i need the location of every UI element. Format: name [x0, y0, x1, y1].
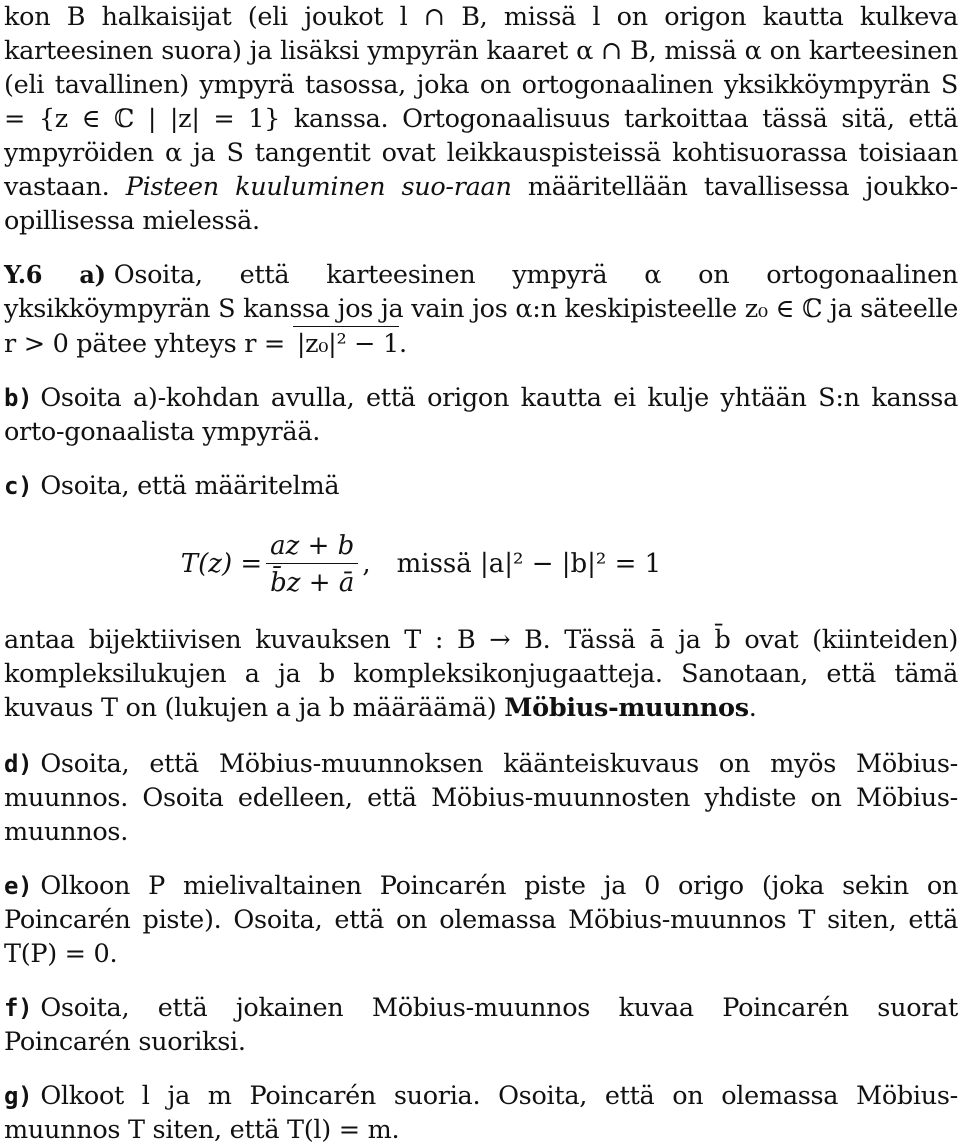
formula-lhs: T(z) = [180, 549, 263, 579]
c-after-line-1: antaa bijektiivisen kuvauksen T : B → B. Tässä ā ja b̄ ovat (kiinteiden) [4, 625, 958, 655]
intro-line-4: kanssa. Ortogonaalisuus tarkoittaa tässä sitä, että ympyröiden α ja S tangentit [4, 104, 958, 168]
exercise-d-text: Osoita, että Möbius-muunnoksen käänteiskuvaus on myös Möbius-muunnos. Osoita edelleen, että Möbius-muunnosten yhdiste on Möbius-muunnos. [4, 749, 958, 847]
exercise-label-b: b) [4, 384, 33, 412]
intro-line-6: määritellään tavallisessa joukko-opillisessa mielessä. [4, 172, 958, 236]
intro-line-3: ympyrä tasossa, joka on ortogonaalinen yksikköympyrän S = {z ∈ ℂ | |z| = 1} [4, 70, 958, 134]
document-page [4, 0, 958, 1147]
exercise-c [4, 469, 958, 503]
formula-fraction [266, 531, 358, 598]
y6-line-3-post: . [398, 329, 407, 359]
formula-denominator: b̄z + ā [270, 567, 355, 598]
sqrt-radicand: |z₀|² − 1 [293, 326, 399, 361]
formula-condition: missä |a|² − |b|² = 1 [396, 549, 662, 579]
y6-line-3-pre: r = [244, 329, 285, 359]
exercise-label-f: f) [4, 994, 33, 1022]
c-after-line-3-post: . [748, 693, 757, 723]
exercise-label-e: e) [4, 872, 33, 900]
exercise-label-d: d) [4, 750, 33, 778]
exercise-e-text: Olkoon P mielivaltainen Poincarén piste ja 0 origo (joka sekin on Poincarén piste). Osoita, että on olemassa Möbius-muunnos T siten, että T(P) = 0. [4, 871, 958, 969]
exercise-b-text: Osoita a)-kohdan avulla, että origon kautta ei kulje yhtään S:n kanssa orto-gonaalista ympyrää. [4, 383, 958, 447]
y6-line-2: S kanssa jos ja vain jos α:n keskipisteelle z₀ ∈ ℂ ja säteelle r > 0 pätee yhteys [4, 294, 958, 359]
y6-line-1: Osoita, että karteesinen ympyrä α on ortogonaalinen yksikköympyrän [4, 260, 958, 324]
exercise-f [4, 991, 958, 1059]
intro-line-5: ovat leikkauspisteissä kohtisuorassa toisiaan vastaan. [4, 138, 958, 202]
exercise-g-text: Olkoot l ja m Poincarén suoria. Osoita, että on olemassa Möbius-muunnos T siten, että T(l) = m. [4, 1081, 958, 1145]
intro-paragraph [4, 0, 958, 238]
intro-line-6-italic: raan [453, 172, 512, 202]
exercise-g [4, 1079, 958, 1147]
formula-numerator: az + b [266, 531, 358, 564]
c-after-line-3-pre: T on (lukujen a ja b määräämä) [101, 693, 497, 723]
exercise-c-text: Osoita, että määritelmä [40, 471, 340, 501]
exercise-d [4, 747, 958, 849]
c-after-line-2: kompleksilukujen a ja b kompleksikonjugaatteja. Sanotaan, että tämä kuvaus [4, 659, 958, 723]
mobius-term: Möbius-muunnos [504, 693, 749, 723]
exercise-y6a [4, 258, 958, 361]
mobius-formula [0, 509, 898, 619]
exercise-label-c: c) [4, 472, 33, 500]
intro-line-1: kon B halkaisijat (eli joukot l ∩ B, missä l on origon kautta kulkeva karteesinen [4, 2, 958, 66]
exercise-label-y6a: Y.6 a) [4, 260, 106, 289]
exercise-b [4, 381, 958, 449]
exercise-f-text: Osoita, että jokainen Möbius-muunnos kuvaa Poincarén suorat Poincarén suoriksi. [4, 993, 958, 1057]
intro-line-5-italic: Pisteen kuuluminen suo- [125, 172, 454, 202]
exercise-c-continued [4, 623, 958, 725]
formula-comma: , [362, 549, 371, 579]
exercise-e [4, 869, 958, 971]
intro-line-2: suora) ja lisäksi ympyrän kaaret α ∩ B, missä α on karteesinen (eli tavallinen) [4, 36, 958, 100]
exercise-label-g: g) [4, 1082, 33, 1110]
